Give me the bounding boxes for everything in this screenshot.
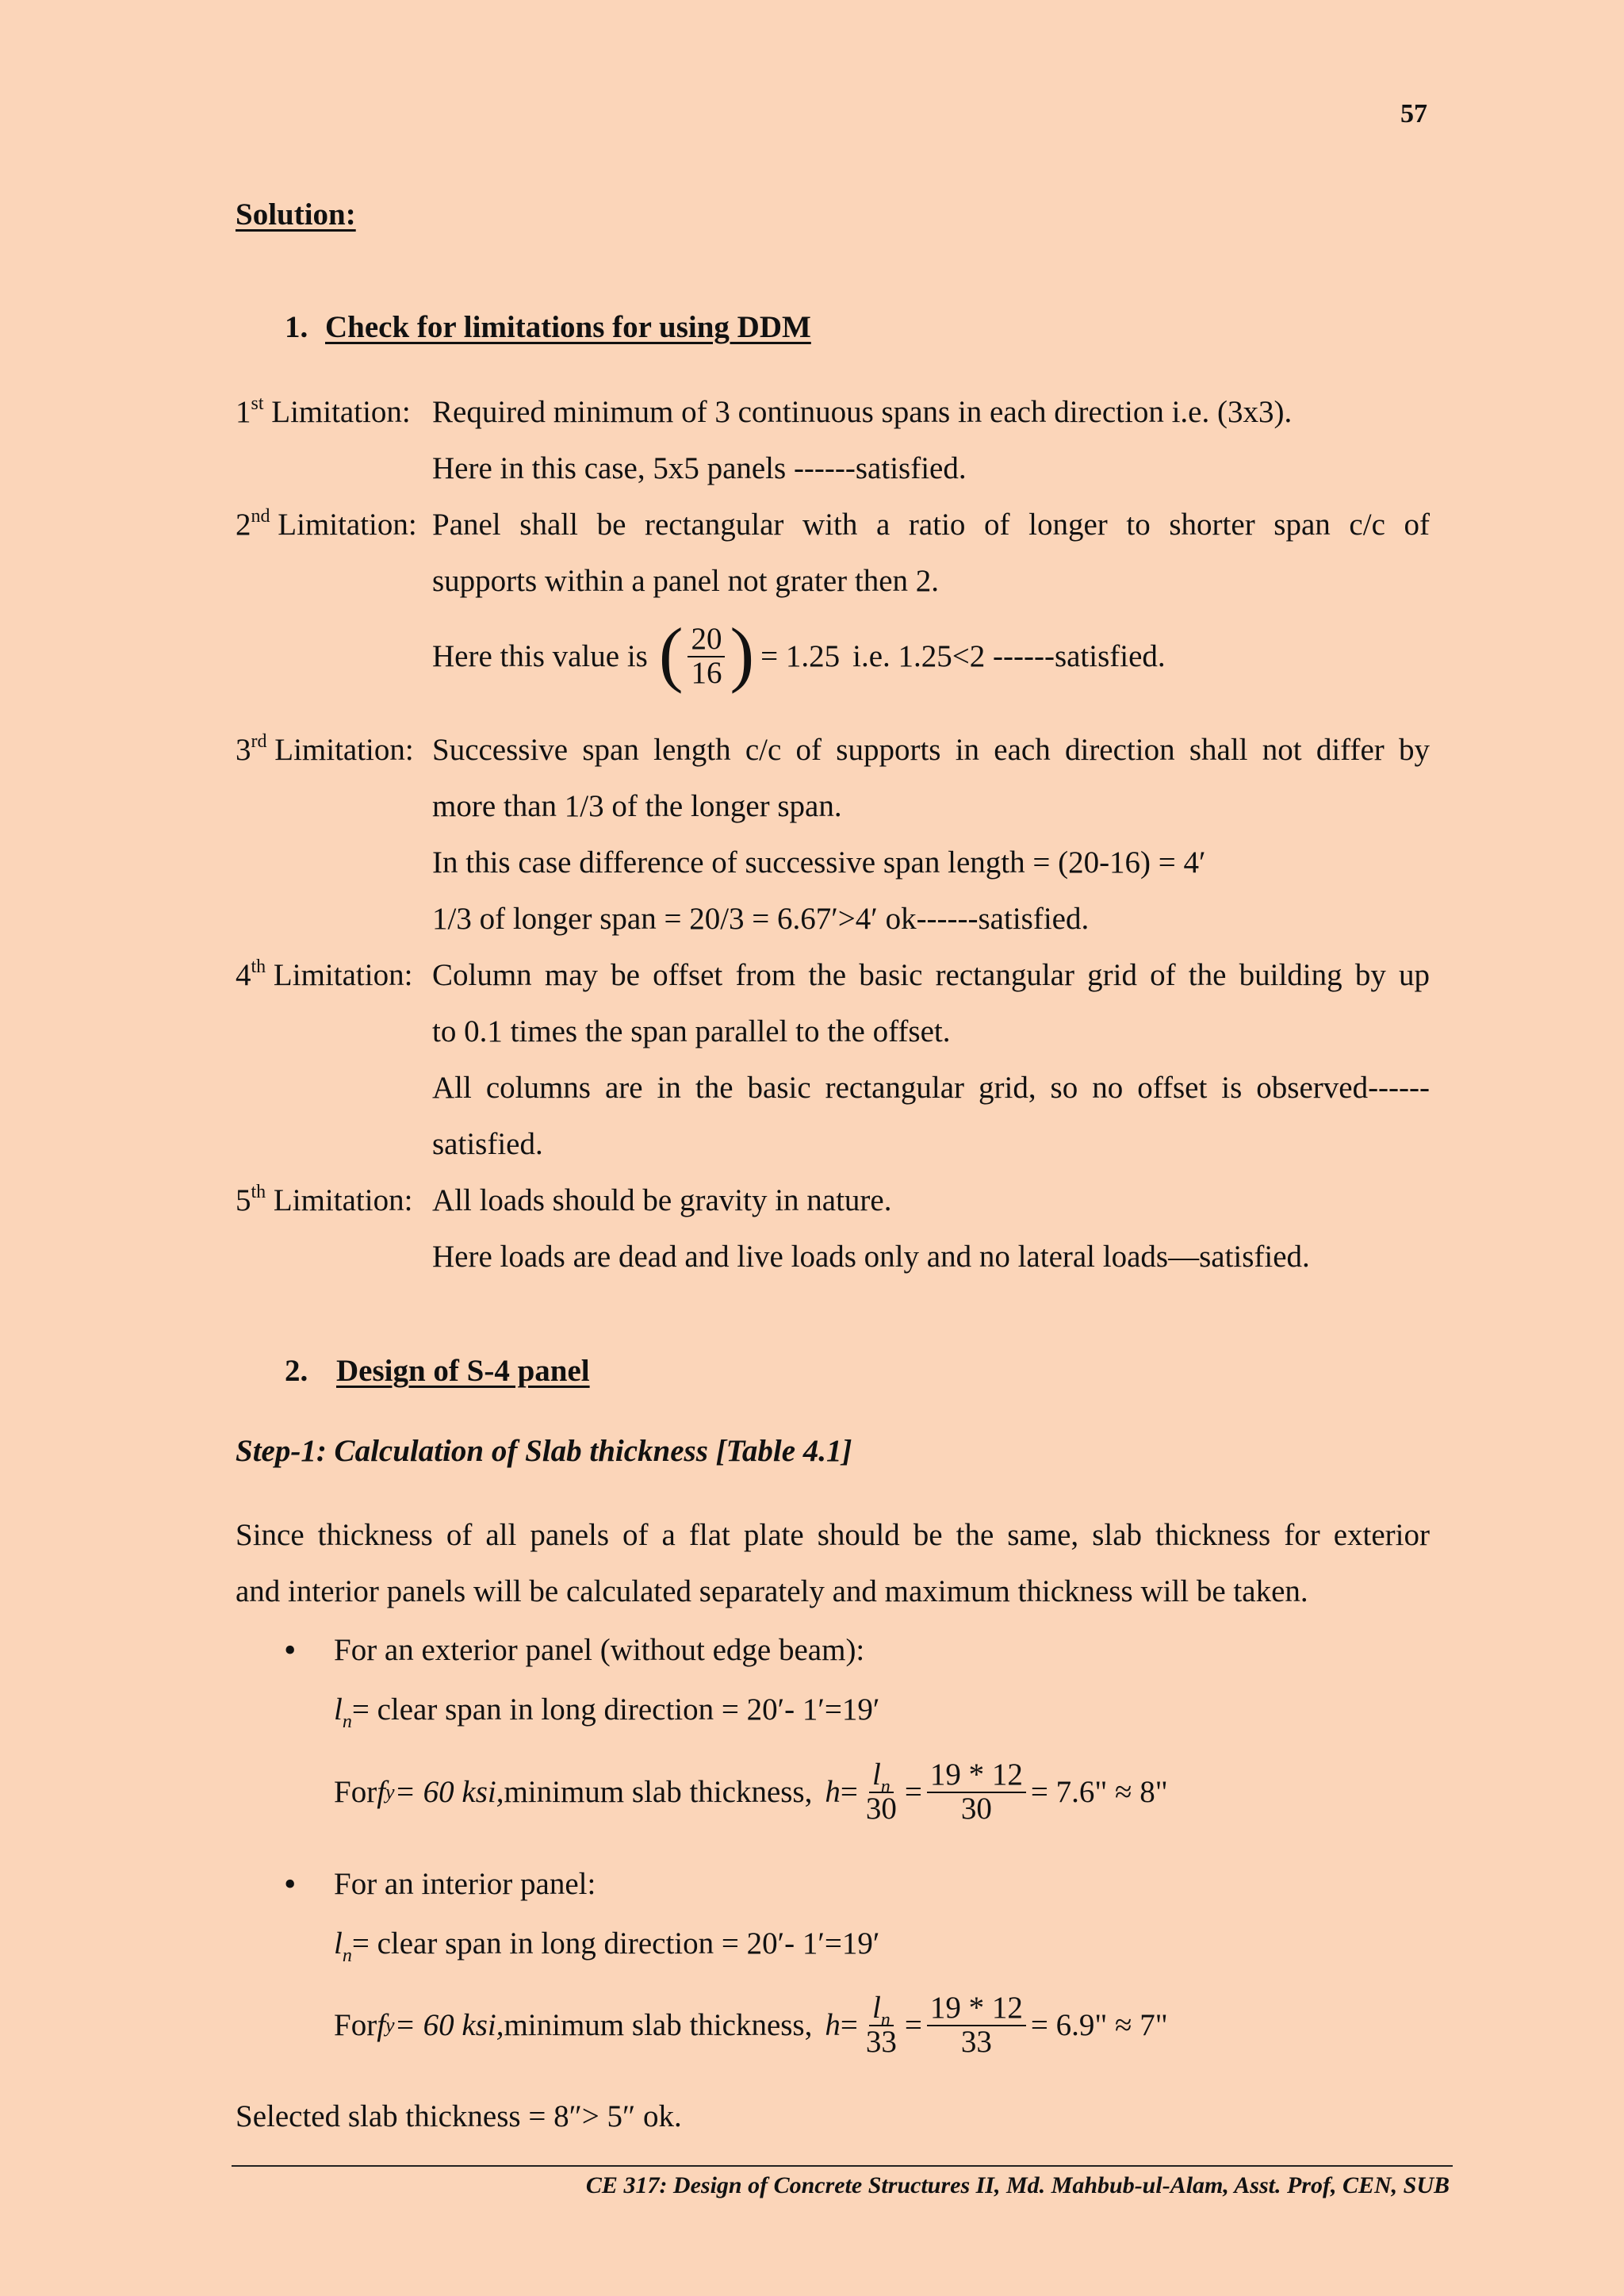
- limitation-3-label: 3rd Limitation:: [236, 731, 414, 767]
- limitation-1-note: Here in this case, 5x5 panels ------satisfied.: [432, 451, 967, 485]
- limitation-3-text: Successive span length c/c of supports in each direction shall not differ by: [432, 733, 1430, 767]
- limitation-4-label: 4th Limitation:: [236, 956, 413, 992]
- interior-fraction-1: $\frac{l_n}{33}$: [865, 1991, 897, 2059]
- limitation-2-label: 2nd Limitation:: [236, 506, 417, 542]
- interior-thickness-formula: For f y = 60 ksi, minimum slab thickness, h = $\frac{l_n}{33}$ = $\frac{19 * 12}{33}$ = 6.9" ≈ 7": [334, 1991, 1168, 2059]
- section-2-title: Design of S-4 panel: [336, 1354, 590, 1388]
- section-1-title: Check for limitations for using DDM: [325, 310, 811, 344]
- limitation-4-note: All columns are in the basic rectangular grid, so no offset is observed------: [432, 1071, 1430, 1105]
- exterior-thickness-formula: For f y = 60 ksi, minimum slab thickness, h = $\frac{l_n}{30}$ = $\frac{19 * 12}{30}$ = 7.6" ≈ 8": [334, 1757, 1168, 1826]
- interior-fraction-2: $\frac{19 * 12}{33}$: [927, 1992, 1026, 2059]
- value-prefix: Here this value is: [432, 638, 648, 673]
- ratio-fraction: $\frac{20}{16}$: [688, 623, 725, 690]
- limitation-3-text-cont: more than 1/3 of the longer span.: [432, 789, 842, 823]
- section-1-heading: [285, 309, 811, 347]
- limitation-5-text: All loads should be gravity in nature.: [432, 1183, 892, 1217]
- limitation-1-label: 1st Limitation:: [236, 393, 411, 429]
- limitation-1-text: Required minimum of 3 continuous spans in each direction i.e. (3x3).: [432, 395, 1293, 429]
- limitation-2-text: Panel shall be rectangular with a ratio of longer to shorter span c/c of: [432, 508, 1430, 542]
- exterior-fraction-1: $\frac{l_n}{30}$: [865, 1757, 897, 1826]
- limitation-5-check: Here loads are dead and live loads only and no lateral loads—satisfied.: [432, 1240, 1310, 1274]
- exterior-fraction-2: $\frac{19 * 12}{30}$: [927, 1759, 1026, 1826]
- limitation-3-calc: In this case difference of successive span length = (20-16) = 4′: [432, 845, 1206, 880]
- ratio-check: i.e. 1.25<2 ------satisfied.: [852, 638, 1166, 673]
- step-1-heading: Step-1: Calculation of Slab thickness [Table 4.1]: [236, 1434, 852, 1468]
- exterior-panel-title: For an exterior panel (without edge beam):: [334, 1633, 865, 1667]
- section-1-number: 1.: [285, 310, 308, 344]
- section-2-number: 2.: [285, 1354, 308, 1388]
- limitation-4-text: Column may be offset from the basic rectangular grid of the building by up: [432, 958, 1430, 992]
- interior-thickness-result: = 6.9" ≈ 7": [1030, 2007, 1168, 2042]
- solution-heading: Solution:: [236, 197, 356, 232]
- bullet-icon: •: [284, 1865, 297, 1903]
- footer-text: CE 317: Design of Concrete Structures II, Md. Mahbub-ul-Alam, Asst. Prof, CEN, SUB: [585, 2172, 1450, 2198]
- intro-paragraph-line-2: and interior panels will be calculated separately and maximum thickness will be taken.: [236, 1574, 1308, 1608]
- footer-divider: [232, 2165, 1453, 2167]
- section-2-heading: [285, 1353, 590, 1390]
- interior-clear-span: $l_n=$ clear span in long direction = 20′- 1′=19′: [334, 1926, 880, 1966]
- limitation-5-label: 5th Limitation:: [236, 1182, 413, 1217]
- exterior-thickness-result: = 7.6" ≈ 8": [1030, 1774, 1168, 1809]
- ratio-result: = 1.25: [760, 638, 841, 673]
- interior-panel-title: For an interior panel:: [334, 1867, 596, 1901]
- limitation-4-text-cont: to 0.1 times the span parallel to the offset.: [432, 1014, 951, 1048]
- bullet-icon: •: [284, 1631, 297, 1669]
- intro-paragraph-line-1: Since thickness of all panels of a flat plate should be the same, slab thickness for exterior: [236, 1518, 1430, 1552]
- limitation-2-text-cont: supports within a panel not grater then 2.: [432, 564, 940, 598]
- limitation-4-check: satisfied.: [432, 1127, 543, 1161]
- limitation-3-check: 1/3 of longer span = 20/3 = 6.67′>4′ ok------satisfied.: [432, 902, 1090, 936]
- exterior-clear-span: $l_n=$ clear span in long direction = 20′- 1′=19′: [334, 1692, 880, 1732]
- selected-thickness: Selected slab thickness = 8″> 5″ ok.: [236, 2099, 682, 2133]
- page-number: 57: [1400, 99, 1427, 128]
- limitation-2-value: Here this value is ( $\frac{20}{16}$ ) = 1.25 i.e. 1.25<2 ------satisfied.: [432, 613, 1166, 694]
